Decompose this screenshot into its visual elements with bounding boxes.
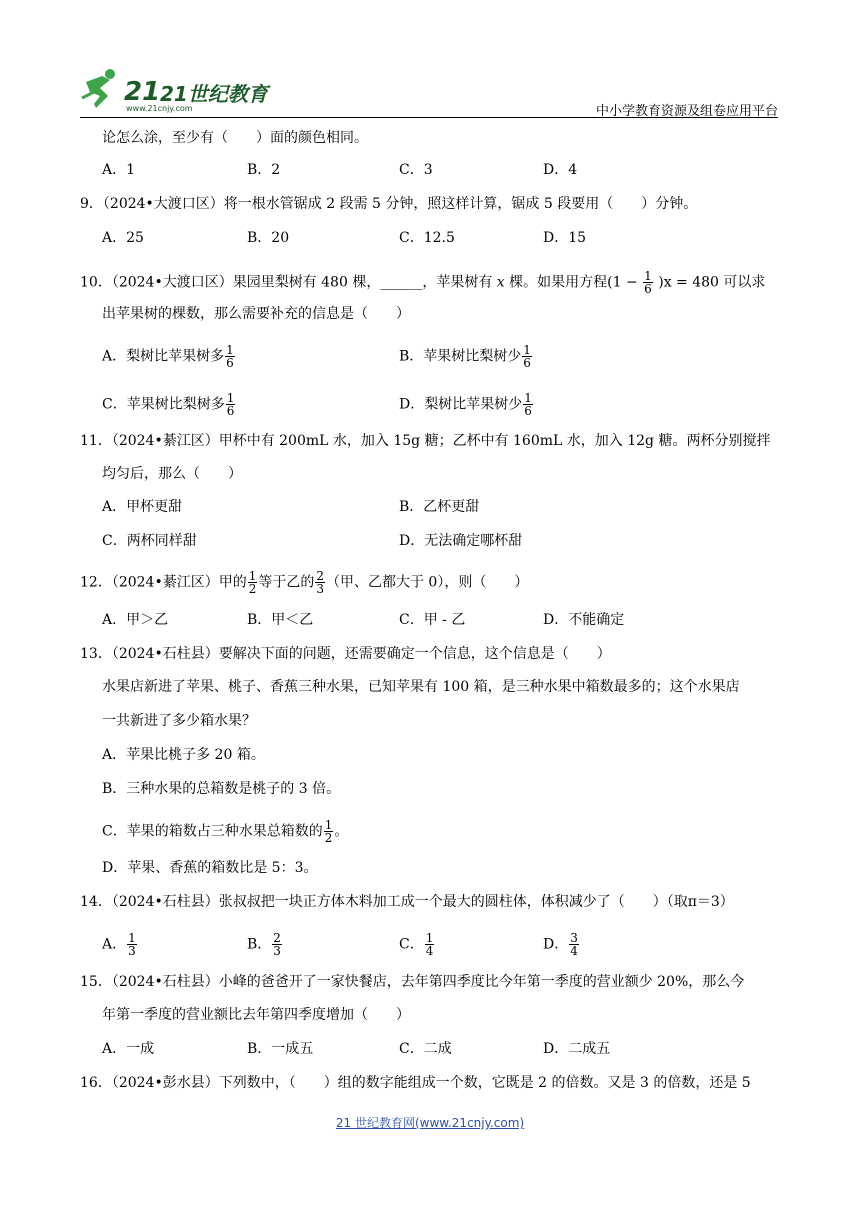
q10-option-d: D．梨树比苹果树少 $\frac{1}{6}$ — [399, 391, 532, 418]
q11-option-c: C．两杯同样甜 — [102, 533, 197, 549]
q12-option-c: C．甲 - 乙 — [399, 612, 466, 628]
q10-fraction: $\frac{1}{6}$ — [644, 269, 652, 296]
question-11-line2: 均匀后，那么（ ） — [102, 466, 242, 482]
q14-option-c: C． $\frac{1}{4}$ — [399, 931, 434, 958]
q13-option-a: A．苹果比桃子多 20 箱。 — [102, 747, 265, 763]
q15-option-b: B．一成五 — [247, 1041, 314, 1057]
q15-option-a: A．一成 — [102, 1041, 155, 1057]
question-12: 12．（2024•綦江区）甲的 $\frac{1}{2}$ 等于乙的 $\frac{2}{3}$ （甲、乙都大于 0），则（ ） — [80, 569, 529, 596]
question-11: 11．（2024•綦江区）甲杯中有 200mL 水，加入 15g 糖；乙杯中有 160mL 水，加入 12g 糖。两杯分别搅拌 — [80, 433, 771, 449]
site-logo[interactable] — [80, 68, 268, 114]
option-a: A．1 — [102, 162, 136, 178]
question-10-line2: 出苹果树的棵数，那么需要补充的信息是（ ） — [102, 306, 410, 322]
q9-option-d: D．15 — [543, 230, 587, 246]
q9-option-c: C．12.5 — [399, 230, 455, 246]
q12-option-d: D．不能确定 — [543, 612, 625, 628]
option-b: B．2 — [247, 162, 281, 178]
q12-fraction-1: $\frac{1}{2}$ — [248, 569, 257, 596]
q9-option-b: B．20 — [247, 230, 290, 246]
q14-option-a: A． $\frac{1}{3}$ — [102, 931, 136, 958]
question-15: 15．（2024•石柱县）小峰的爸爸开了一家快餐店，去年第四季度比今年第一季度的营业额少 20%，那么今 — [80, 974, 745, 990]
q10-option-b: B．苹果树比梨树少 $\frac{1}{6}$ — [399, 343, 531, 370]
question-10 — [80, 270, 765, 295]
q9-option-a: A．25 — [102, 230, 144, 246]
question-15-line2: 年第一季度的营业额比去年第四季度增加（ ） — [102, 1007, 410, 1023]
q15-option-c: C．二成 — [399, 1041, 452, 1057]
q11-option-d: D．无法确定哪杯甜 — [399, 533, 523, 549]
logo-url: www.21cnjy.com — [126, 104, 193, 113]
q13-option-d: D．苹果、香蕉的箱数比是 5：3。 — [102, 860, 318, 876]
question-16: 16．（2024•彭水县）下列数中，（ ）组的数字能组成一个数，它既是 2 的倍数。又是 3 的倍数，还是 5 — [80, 1075, 751, 1091]
header-divider — [80, 117, 778, 118]
q10-stem-b: 棵。如果用方程(1 − — [509, 274, 638, 291]
option-d: D．4 — [543, 162, 578, 178]
question-13-body-1: 水果店新进了苹果、桃子、香蕉三种水果，已知苹果有 100 箱，是三种水果中箱数最多的；这个水果店 — [102, 679, 740, 695]
question-13-body-2: 一共新进了多少箱水果？ — [102, 713, 256, 729]
q10-stem-a: 10．（2024•大渡口区）果园里梨树有 480 棵，______，苹果树有 — [80, 274, 493, 291]
svg-text:21: 21 — [124, 77, 161, 107]
question-continuation: 论怎么涂，至少有（ ）面的颜色相同。 — [102, 130, 368, 146]
q10-option-c: C．苹果树比梨树多 $\frac{1}{6}$ — [102, 391, 235, 418]
q13-option-c: C．苹果的箱数占三种水果总箱数的 $\frac{1}{2}$ 。 — [102, 818, 349, 845]
question-14: 14．（2024•石柱县）张叔叔把一块正方体木料加工成一个最大的圆柱体，体积减少了（ ）（取π＝3） — [80, 894, 734, 910]
option-c: C．3 — [399, 162, 433, 178]
question-13: 13．（2024•石柱县）要解决下面的问题，还需要确定一个信息，这个信息是（ ） — [80, 646, 611, 662]
q12-option-b: B．甲＜乙 — [247, 612, 314, 628]
question-9: 9．（2024•大渡口区）将一根水管锯成 2 段需 5 分钟，照这样计算，锯成 5 段要用（ ）分钟。 — [80, 196, 698, 212]
platform-name: 中小学教育资源及组卷应用平台 — [595, 104, 778, 119]
q10-option-a: A．梨树比苹果树多 $\frac{1}{6}$ — [102, 343, 234, 370]
footer-link[interactable]: 21 世纪教育网(www.21cnjy.com) — [335, 1116, 525, 1130]
logo-text: 21世纪教育 — [160, 82, 268, 106]
q11-option-a: A．甲杯更甜 — [102, 499, 183, 515]
q14-option-b: B． $\frac{2}{3}$ — [247, 931, 281, 958]
q15-option-d: D．二成五 — [543, 1041, 611, 1057]
q11-option-b: B．乙杯更甜 — [399, 499, 480, 515]
q12-fraction-2: $\frac{2}{3}$ — [316, 569, 324, 596]
q10-var: x — [496, 274, 505, 291]
q10-stem-c: )x = 480 可以求 — [658, 274, 766, 291]
q14-option-d: D． $\frac{3}{4}$ — [543, 931, 578, 958]
q13-option-b: B．三种水果的总箱数是桃子的 3 倍。 — [102, 781, 341, 797]
q12-option-a: A．甲＞乙 — [102, 612, 169, 628]
